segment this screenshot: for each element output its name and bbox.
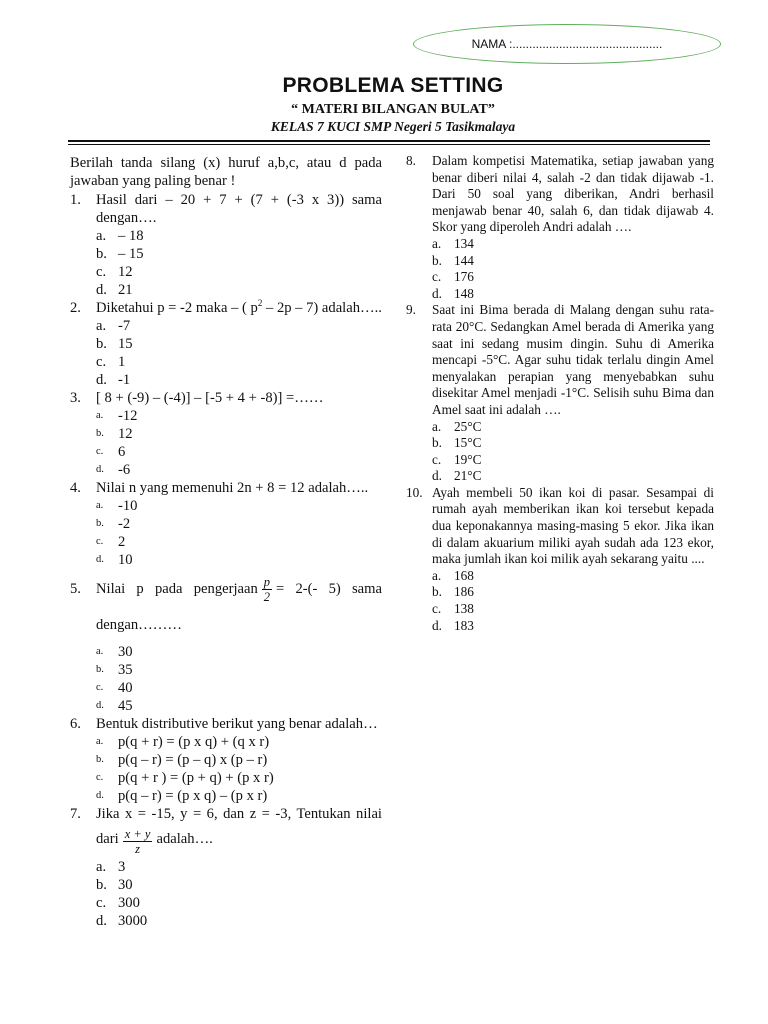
option-letter: a. xyxy=(96,228,107,244)
option-letter: c. xyxy=(96,772,104,783)
option-text: 19°C xyxy=(454,451,482,467)
option-text: 12 xyxy=(118,426,133,442)
option-letter: a. xyxy=(96,646,104,657)
question-text-part: – 2p – 7) adalah….. xyxy=(262,300,382,316)
question-4 xyxy=(70,479,382,569)
option-letter: b. xyxy=(432,435,442,451)
question-number: 3. xyxy=(70,390,81,406)
option-letter: d. xyxy=(96,554,104,565)
question-1 xyxy=(70,191,382,299)
option-text: 134 xyxy=(454,235,474,251)
option-d[interactable] xyxy=(96,697,382,715)
option-text: 144 xyxy=(454,252,474,268)
question-number: 8. xyxy=(406,153,416,168)
option-letter: c. xyxy=(96,354,107,370)
option-a[interactable] xyxy=(96,317,382,335)
option-text: – 18 xyxy=(118,228,144,244)
option-b[interactable] xyxy=(96,751,382,769)
option-b[interactable] xyxy=(432,435,714,452)
option-text: 25°C xyxy=(454,418,482,434)
option-text: 6 xyxy=(118,444,126,460)
header-divider-thick xyxy=(68,140,710,142)
option-letter: c. xyxy=(432,451,442,467)
option-a[interactable] xyxy=(96,858,382,876)
question-number: 5. xyxy=(70,581,81,597)
option-text: 45 xyxy=(118,698,133,714)
question-text-part: Jika x = -15, y = 6, dan z = -3, Tentukan nilai dari xyxy=(96,806,382,847)
question-text-part: adalah…. xyxy=(156,830,213,847)
option-b[interactable] xyxy=(96,245,382,263)
option-letter: d. xyxy=(96,700,104,711)
option-b[interactable] xyxy=(96,425,382,443)
option-b[interactable] xyxy=(432,584,714,601)
option-c[interactable] xyxy=(96,894,382,912)
page-subtitle: “ MATERI BILANGAN BULAT” xyxy=(291,102,495,117)
option-c[interactable] xyxy=(96,769,382,787)
option-a[interactable] xyxy=(432,568,714,585)
option-letter: a. xyxy=(96,736,104,747)
question-text-part: Nilai p pada pengerjaan xyxy=(96,581,258,597)
question-number: 9. xyxy=(406,302,416,318)
question-8 xyxy=(406,153,714,302)
question-7 xyxy=(70,805,382,930)
option-text: 21°C xyxy=(454,468,482,484)
option-text: – 15 xyxy=(118,246,144,262)
option-letter: b. xyxy=(96,428,104,439)
name-field[interactable] xyxy=(413,24,721,64)
question-number: 4. xyxy=(70,480,81,496)
page-title: PROBLEMA SETTING xyxy=(282,74,504,97)
option-text: 176 xyxy=(454,269,474,285)
option-d[interactable] xyxy=(432,618,714,635)
question-text: Saat ini Bima berada di Malang dengan suhu rata-rata 20°C. Sedangkan Amel berada di Amerika yang saat ini sedang musim dingin. Suhu di Amerika mencapi -5°C. Agar suhu tidak terlalu dingin Amel menyalakan perapian yang menyebabkan suhu disekitar Amel menjadi -1°C. Selisih suhu Bima dan Amel saat ini adalah …. xyxy=(432,302,714,417)
option-text: -10 xyxy=(118,498,138,514)
option-b[interactable] xyxy=(432,253,714,270)
option-a[interactable] xyxy=(96,407,382,425)
option-letter: c. xyxy=(432,269,442,285)
option-letter: b. xyxy=(96,518,104,529)
question-number: 7. xyxy=(70,806,81,822)
question-text xyxy=(96,571,382,643)
option-text: 15°C xyxy=(454,435,482,451)
option-letter: b. xyxy=(432,252,442,268)
option-letter: b. xyxy=(432,584,442,600)
option-text: -2 xyxy=(118,516,131,532)
option-letter: d. xyxy=(96,913,107,929)
option-b[interactable] xyxy=(96,876,382,894)
option-d[interactable] xyxy=(96,787,382,805)
option-d[interactable] xyxy=(96,551,382,569)
option-d[interactable] xyxy=(96,461,382,479)
instructions: Berilah tanda silang (x) huruf a,b,c, atau d pada jawaban yang paling benar ! xyxy=(70,155,382,189)
question-text xyxy=(96,299,382,317)
fraction-numerator: p xyxy=(263,575,271,590)
fraction xyxy=(262,575,272,604)
option-b[interactable] xyxy=(96,335,382,353)
option-letter: b. xyxy=(96,877,107,893)
question-5 xyxy=(70,571,382,715)
option-letter: a. xyxy=(96,318,107,334)
option-a[interactable] xyxy=(432,419,714,436)
option-text: -6 xyxy=(118,462,131,478)
question-text-part: = 2-(- 5) sama dengan……… xyxy=(96,581,382,633)
option-text: p(q – r) = (p x q) – (p x r) xyxy=(118,788,268,804)
option-letter: d. xyxy=(96,282,107,298)
option-letter: a. xyxy=(432,418,442,434)
option-letter: c. xyxy=(96,682,104,693)
left-column xyxy=(70,154,382,930)
option-c[interactable] xyxy=(432,601,714,618)
option-text: 186 xyxy=(454,584,474,600)
option-text: -12 xyxy=(118,408,138,424)
question-number: 2. xyxy=(70,300,81,316)
question-text: Dalam kompetisi Matematika, setiap jawaban yang benar diberi nilai 4, salah -2 dan tidak dijawab -1. Dari 50 soal yang diberikan, Andri berhasil menjawab benar 40, salah 6, dan tidak dijawab 4. Skor yang diperoleh Andri adalah …. xyxy=(432,153,714,235)
right-column xyxy=(406,153,714,634)
option-letter: c. xyxy=(96,446,104,457)
name-label: NAMA :............................................. xyxy=(471,37,663,51)
option-d[interactable] xyxy=(96,912,382,930)
option-text: 15 xyxy=(118,336,133,352)
option-text: p(q + r) = (p x q) + (q x r) xyxy=(118,734,270,750)
option-letter: d. xyxy=(96,790,104,801)
question-text: [ 8 + (-9) – (-4)] – [-5 + 4 + -8)] =…… xyxy=(96,390,324,406)
option-c[interactable] xyxy=(96,353,382,371)
option-c[interactable] xyxy=(96,679,382,697)
option-letter: a. xyxy=(96,500,104,511)
option-letter: a. xyxy=(96,410,104,421)
option-d[interactable] xyxy=(96,371,382,389)
option-a[interactable] xyxy=(96,733,382,751)
option-text: 300 xyxy=(118,895,140,911)
option-text: 10 xyxy=(118,552,133,568)
class-info: KELAS 7 KUCI SMP Negeri 5 Tasikmalaya xyxy=(270,119,516,134)
option-text: 35 xyxy=(118,662,133,678)
option-letter: b. xyxy=(96,336,107,352)
option-c[interactable] xyxy=(96,533,382,551)
question-10 xyxy=(406,485,714,634)
option-text: 148 xyxy=(454,285,474,301)
option-letter: d. xyxy=(432,617,442,633)
fraction-denominator: z xyxy=(135,842,141,856)
option-c[interactable] xyxy=(96,443,382,461)
option-text: 183 xyxy=(454,617,474,633)
option-letter: d. xyxy=(96,372,107,388)
option-letter: a. xyxy=(432,235,442,251)
option-text: p(q + r ) = (p + q) + (p x r) xyxy=(118,770,274,786)
option-c[interactable] xyxy=(432,269,714,286)
page-header xyxy=(0,74,768,135)
option-d[interactable] xyxy=(96,281,382,299)
option-d[interactable] xyxy=(432,286,714,303)
question-2 xyxy=(70,299,382,389)
option-text: -7 xyxy=(118,318,131,334)
question-9 xyxy=(406,302,714,485)
option-letter: c. xyxy=(96,895,107,911)
option-text: 2 xyxy=(118,534,126,550)
option-letter: a. xyxy=(96,859,107,875)
fraction xyxy=(123,827,153,856)
option-c[interactable] xyxy=(96,263,382,281)
header-divider-thin xyxy=(68,144,710,145)
option-text: 3000 xyxy=(118,913,148,929)
option-letter: c. xyxy=(96,536,104,547)
option-letter: a. xyxy=(432,567,442,583)
option-a[interactable] xyxy=(96,227,382,245)
option-text: 138 xyxy=(454,601,474,617)
fraction-numerator: x + y xyxy=(124,827,151,841)
option-text: p(q – r) = (p – q) x (p – r) xyxy=(118,752,268,768)
option-letter: d. xyxy=(432,468,442,484)
question-number: 6. xyxy=(70,716,81,732)
option-c[interactable] xyxy=(432,452,714,469)
option-letter: b. xyxy=(96,246,107,262)
option-letter: b. xyxy=(96,754,104,765)
option-text: 21 xyxy=(118,282,133,298)
option-text: 30 xyxy=(118,644,133,660)
option-b[interactable] xyxy=(96,661,382,679)
option-d[interactable] xyxy=(432,468,714,485)
option-letter: c. xyxy=(432,601,442,617)
option-text: 30 xyxy=(118,877,133,893)
option-letter: d. xyxy=(96,464,104,475)
option-a[interactable] xyxy=(432,236,714,253)
option-letter: b. xyxy=(96,664,104,675)
option-letter: c. xyxy=(96,264,107,280)
question-text xyxy=(96,805,382,856)
question-text: Nilai n yang memenuhi 2n + 8 = 12 adalah….. xyxy=(96,480,369,496)
option-a[interactable] xyxy=(96,643,382,661)
question-text: Ayah membeli 50 ikan koi di pasar. Sesampai di rumah ayah memberikan ikan koi tersebut kepada dua keponakannya masing-masing 5 ekor. Jika ikan di dalam akuarium miliki ayah sudah ada 123 ekor, maka jumlah ikan koi milik ayah sekarang yaitu .... xyxy=(432,484,714,567)
option-text: 40 xyxy=(118,680,133,696)
option-text: 1 xyxy=(118,354,126,370)
question-number: 1. xyxy=(70,192,81,208)
question-number: 10. xyxy=(406,484,423,500)
option-b[interactable] xyxy=(96,515,382,533)
question-6 xyxy=(70,715,382,805)
option-text: 168 xyxy=(454,567,474,583)
fraction-denominator: 2 xyxy=(263,590,271,605)
question-text: Bentuk distributive berikut yang benar adalah… xyxy=(96,716,378,732)
option-text: 3 xyxy=(118,859,126,875)
option-letter: d. xyxy=(432,285,442,301)
question-text-part: Diketahui p = -2 maka – ( p xyxy=(96,300,258,316)
option-a[interactable] xyxy=(96,497,382,515)
exponent: 2 xyxy=(257,298,263,309)
question-3 xyxy=(70,389,382,479)
question-text: Hasil dari – 20 + 7 + (7 + (-3 x 3)) sama dengan…. xyxy=(96,192,382,226)
option-text: 12 xyxy=(118,264,133,280)
option-text: -1 xyxy=(118,372,131,388)
